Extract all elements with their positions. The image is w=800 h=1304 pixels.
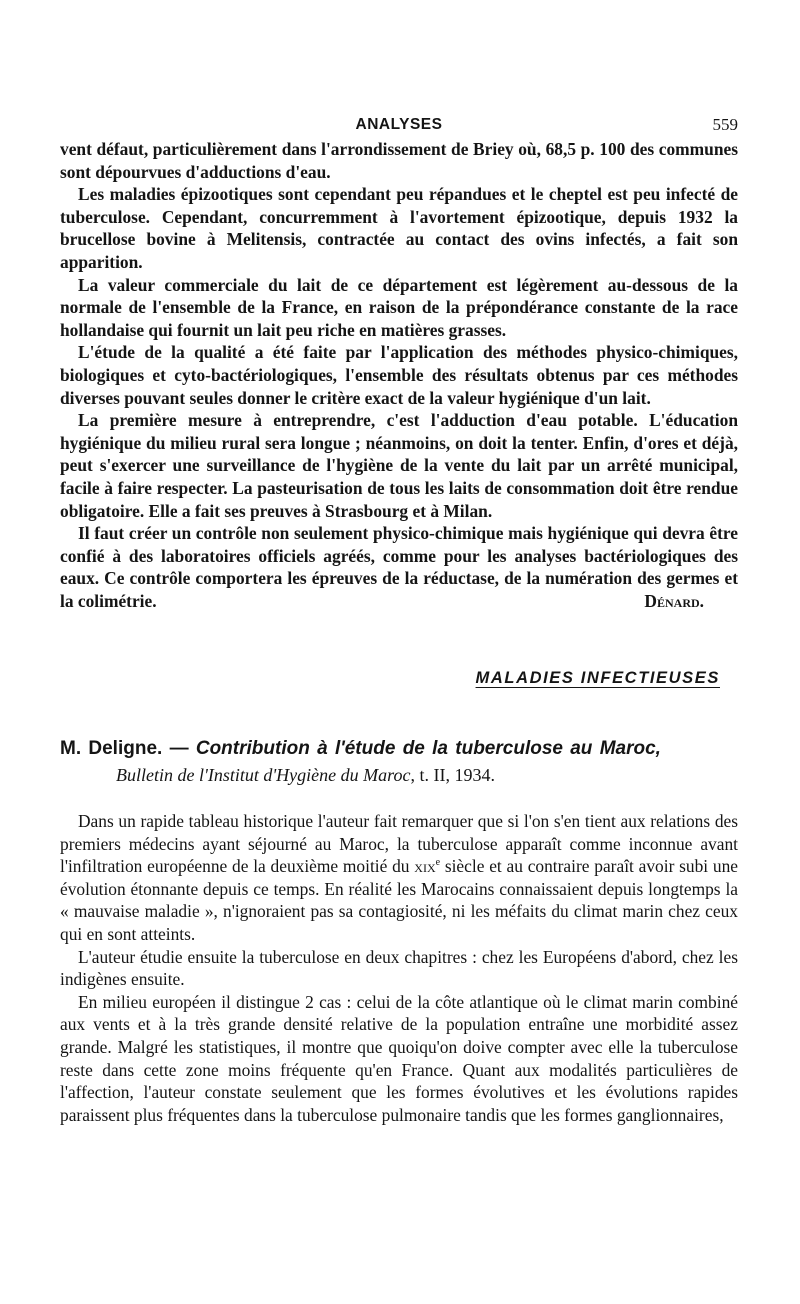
paragraph: La première mesure à entreprendre, c'est l'adduction d'eau potable. L'éducation hygiénique du milieu rural sera longue ; néanmoins, on doit la tenter. Enfin, d'ores et déjà, peut s'exercer une surveillance de l'hygiène de la vente du lait par un arrêté municipal, facile à faire respecter. La pasteurisation de tous les laits de consommation doit être rendue obligatoire. Elle a fait ses preuves à Strasbourg et à Milan.: [60, 410, 738, 521]
paragraph-text: Dans un rapide tableau historique l'auteur fait remarquer que si l'on s'en tient aux relations des premiers médecins ayant séjourné au Maroc, la tuberculose apparaît comme inconnue avant l'infiltration européenne de la deuxième moitié du: [60, 811, 738, 877]
journal-details: , t. II, 1934.: [410, 765, 495, 786]
century-superscript: e: [435, 857, 441, 869]
running-head: [60, 108, 738, 138]
citation-line: [60, 736, 738, 762]
paragraph-text: Il faut créer un contrôle non seulement physico-chimique mais hygiénique qui devra être confié à des laboratoires officiels agréés, comme pour les analyses bactériologiques des eaux. Ce contrôle comportera les épreuves de la réductase, de la numération des germes et la colimétrie.: [60, 523, 738, 611]
reviewer-signature: Dénard.: [644, 590, 704, 611]
paragraph: vent défaut, particulièrement dans l'arrondissement de Briey où, 68,5 p. 100 des communes sont dépourvues d'adductions d'eau.: [60, 139, 738, 182]
paragraph: L'étude de la qualité a été faite par l'application des méthodes physico-chimiques, biologiques et cyto-bactériologiques, l'ensemble des résultats obtenus par ces méthodes diverses pouvant seules donner le critère exact de la valeur hygiénique d'un lait.: [60, 342, 738, 408]
paragraph: Les maladies épizootiques sont cependant peu répandues et le cheptel est peu infecté de tuberculose. Cependant, concurremment à l'avortement épizootique, depuis 1932 la brucellose bovine à Melitensis, contractée au contact des ovins infectés, a fait son apparition.: [60, 184, 738, 272]
journal-page: [60, 108, 738, 1126]
section-title: MALADIES INFECTIEUSES: [475, 669, 720, 688]
paragraph: L'auteur étudie ensuite la tuberculose en deux chapitres : chez les Européens d'abord, chez les indigènes ensuite.: [60, 946, 738, 990]
article-author: M. Deligne.: [60, 738, 163, 760]
journal-name: Bulletin de l'Institut d'Hygiène du Maroc: [116, 765, 411, 786]
running-head-title: ANALYSES: [355, 116, 443, 133]
citation-source: [60, 762, 738, 788]
article-title: Contribution à l'étude de la tuberculose au Maroc,: [195, 738, 661, 760]
paragraph-text: siècle et au contraire paraît avoir subi une évolution étonnante depuis ce temps. En réalité les Marocains connaissaient depuis longtemps la « mauvaise maladie », n'ignoraient pas sa contagiosité, ni les méfaits du climat marin chez ceux qui en sont atteints.: [60, 856, 738, 945]
review-tuberculosis-morocco: [60, 810, 738, 1126]
paragraph: La valeur commerciale du lait de ce département est légèrement au-dessous de la normale de l'ensemble de la France, en raison de la prépondérance constante de la race hollandaise qui fournit un lait peu riche en matières grasses.: [60, 274, 738, 340]
century-numeral: xix: [414, 856, 436, 877]
review-dairy-hygiene: [60, 138, 738, 612]
citation-dash: —: [162, 738, 196, 760]
paragraph: En milieu européen il distingue 2 cas : celui de la côte atlantique où le climat marin combiné aux vents et à la très grande densité relative de la population entraîne une morbidité assez grande. Malgré les statistiques, il montre que quoiqu'on doive compter avec elle la tuberculose reste dans cette zone moins fréquente qu'en France. Quant aux modalités particulières de l'affection, l'auteur constate seulement que les formes évolutives et les évolutions rapides paraissent plus fréquentes dans la tuberculose pulmonaire tandis que les formes ganglionnaires,: [60, 991, 738, 1125]
paragraph-last: [60, 522, 738, 612]
paragraph: [60, 810, 738, 946]
section-heading: [60, 666, 738, 690]
page-number: 559: [712, 115, 738, 134]
article-citation: [60, 736, 738, 788]
